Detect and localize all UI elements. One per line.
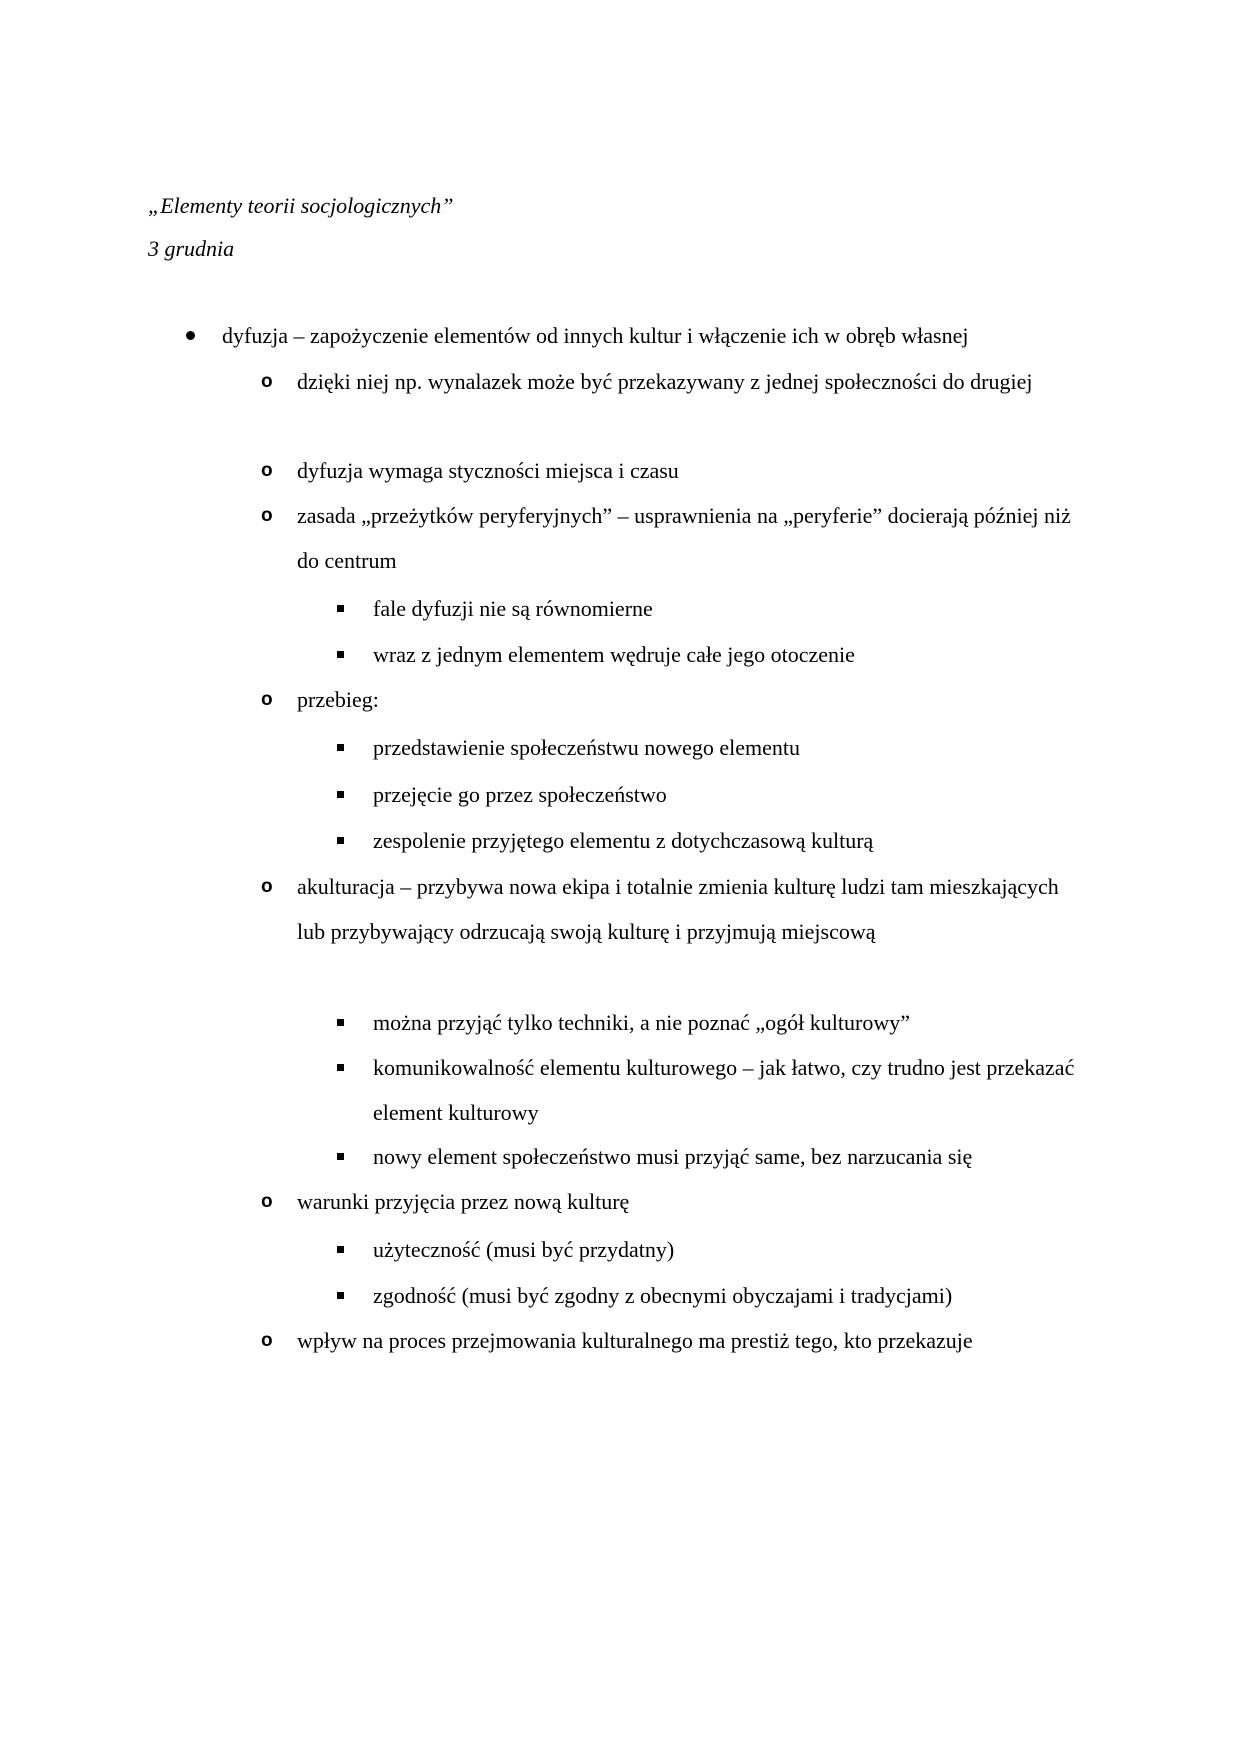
- list-item-text: warunki przyjęcia przez nową kulturę: [297, 1189, 630, 1214]
- list-item: [373, 773, 1083, 818]
- list-item: [373, 633, 1083, 678]
- list-item: [261, 360, 1077, 405]
- list-item-text: dyfuzja wymaga styczności miejsca i czasu: [297, 458, 679, 483]
- bullet-square-icon: [337, 605, 344, 612]
- list-item-text: komunikowalność elementu kulturowego – jak łatwo, czy trudno jest przekazać element kulturowy: [373, 1055, 1075, 1125]
- bullet-circle-icon: o: [261, 460, 273, 481]
- bullet-square-icon: [337, 1019, 344, 1026]
- list-item: [261, 449, 1077, 494]
- list-item-text: zespolenie przyjętego elementu z dotychczasową kulturą: [373, 828, 874, 853]
- document-title: „Elementy teorii socjologicznych”: [148, 193, 454, 218]
- list-item-text: dyfuzja – zapożyczenie elementów od innych kultur i włączenie ich w obręb własnej: [222, 323, 969, 348]
- bullet-circle-icon: o: [261, 1330, 273, 1351]
- list-item: [373, 819, 1083, 864]
- list-item-text: można przyjąć tylko techniki, a nie poznać „ogół kulturowy”: [373, 1010, 910, 1035]
- bullet-circle-icon: o: [261, 1191, 273, 1212]
- bullet-circle-icon: o: [261, 371, 273, 392]
- list-item-text: dzięki niej np. wynalazek może być przekazywany z jednej społeczności do drugiej: [297, 369, 1033, 394]
- bullet-square-icon: [337, 744, 344, 751]
- list-item: [261, 865, 1077, 954]
- list-item: [261, 1319, 1077, 1364]
- list-item: [222, 314, 1102, 359]
- bullet-square-icon: [337, 791, 344, 798]
- bullet-square-icon: [337, 1292, 344, 1299]
- list-item-text: użyteczność (musi być przydatny): [373, 1237, 675, 1262]
- list-item-text: przejęcie go przez społeczeństwo: [373, 782, 667, 807]
- list-item-text: wraz z jednym elementem wędruje całe jego otoczenie: [373, 642, 855, 667]
- bullet-square-icon: [337, 837, 344, 844]
- list-item-text: wpływ na proces przejmowania kulturalnego ma prestiż tego, kto przekazuje: [297, 1328, 973, 1353]
- bullet-disc-icon: [186, 331, 195, 340]
- list-item-text: fale dyfuzji nie są równomierne: [373, 596, 653, 621]
- list-item-text: przebieg:: [297, 687, 379, 712]
- list-item: [261, 494, 1077, 583]
- list-item-text: akulturacja – przybywa nowa ekipa i totalnie zmienia kulturę ludzi tam mieszkających lub przybywający odrzucają swoją kulturę i przyjmują miejscową: [297, 874, 1059, 944]
- document-date: 3 grudnia: [148, 236, 235, 261]
- bullet-circle-icon: o: [261, 689, 273, 710]
- list-item: [373, 1046, 1083, 1135]
- bullet-square-icon: [337, 1153, 344, 1160]
- list-item: [373, 1001, 1083, 1046]
- bullet-square-icon: [337, 1064, 344, 1071]
- list-item-text: przedstawienie społeczeństwu nowego elementu: [373, 735, 801, 760]
- list-item-text: zasada „przeżytków peryferyjnych” – usprawnienia na „peryferie” docierają później niż do centrum: [297, 503, 1071, 573]
- bullet-circle-icon: o: [261, 505, 273, 526]
- list-item: [373, 1228, 1083, 1273]
- list-item-text: nowy element społeczeństwo musi przyjąć same, bez narzucania się: [373, 1144, 973, 1169]
- bullet-square-icon: [337, 651, 344, 658]
- list-item: [373, 587, 1083, 632]
- list-item: [261, 1180, 1077, 1225]
- bullet-square-icon: [337, 1246, 344, 1253]
- list-item: [261, 678, 1077, 723]
- bullet-circle-icon: o: [261, 876, 273, 897]
- list-item: [373, 1274, 1083, 1319]
- list-item: [373, 726, 1083, 771]
- list-item-text: zgodność (musi być zgodny z obecnymi obyczajami i tradycjami): [373, 1283, 953, 1308]
- list-item: [373, 1135, 1083, 1180]
